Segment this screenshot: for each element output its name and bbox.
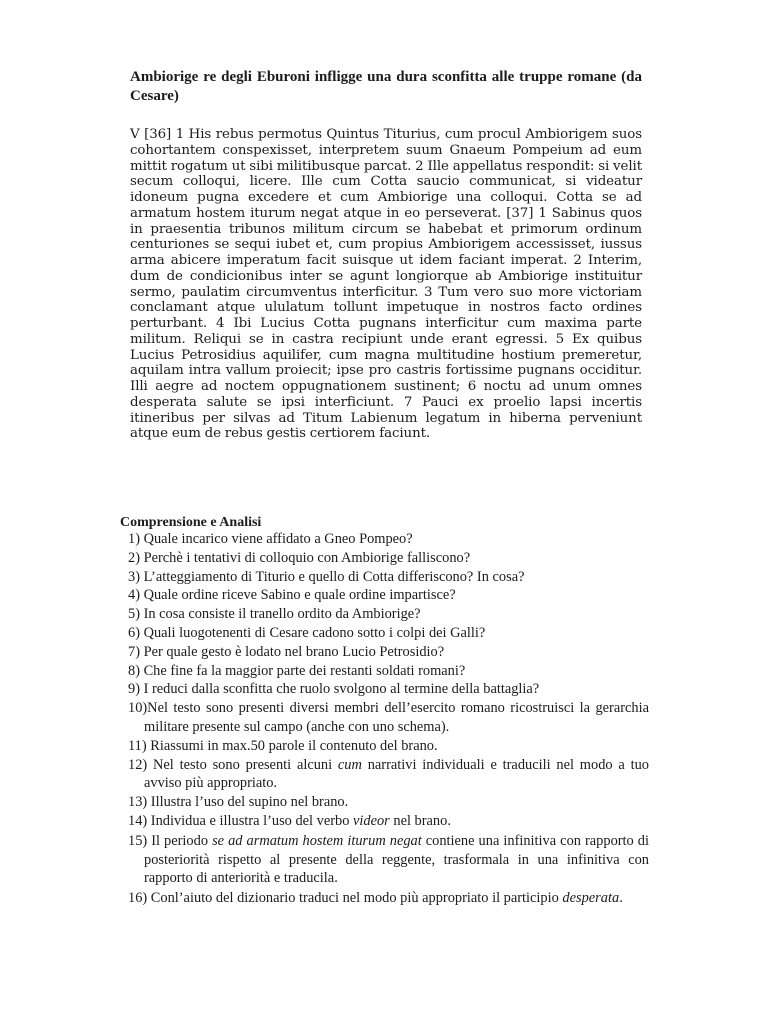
question-text: 15) Il periodo xyxy=(128,832,213,849)
question-item xyxy=(128,568,649,587)
question-item xyxy=(128,680,649,699)
question-item xyxy=(128,756,649,794)
question-text: nel brano. xyxy=(389,812,451,829)
question-item xyxy=(128,549,649,568)
question-item xyxy=(128,605,649,624)
question-item xyxy=(128,832,649,888)
question-item xyxy=(128,812,649,831)
question-text: 13) Illustra l’uso del supino nel brano. xyxy=(128,794,349,811)
question-item xyxy=(128,586,649,605)
question-item xyxy=(128,737,649,756)
question-text: 8) Che fine fa la maggior parte dei restanti soldati romani? xyxy=(128,662,466,679)
question-item xyxy=(128,889,649,908)
question-text: 16) Conl’aiuto del dizionario traduci nel modo più appropriato il participio xyxy=(128,890,563,907)
latin-passage: V [36] 1 His rebus permotus Quintus Titurius, cum procul Ambiorigem suos cohortantem conspexisset, interpretem suum Gnaeum Pompeium ad eum mittit rogatum ut sibi militibusque parcat. 2 Ille appellatus respondit: si velit secum colloqui, licere. Ille cum Cotta saucio communicat, si videatur idoneum pugna excedere et cum Ambiorige una colloqui. Cotta se ad armatum hostem iturum negat atque in eo perseverat. [37] 1 Sabinus quos in praesentia tribunos militum circum se habebat et primorum ordinum centuriones se sequi iubet et, cum propius Ambiorigem accessisset, iussus arma abicere imperatum facit suisque ut idem faciant imperat. 2 Interim, dum de condicionibus inter se agunt longiorque ab Ambiorige instituitur sermo, paulatim circumventus interficitur. 3 Tum vero suo more victoriam conclamant atque ululatum tollunt impetuque in nostros facto ordines perturbant. 4 Ibi Lucius Cotta pugnans interficitur cum maxima parte militum. Reliqui se in castra recipiunt unde erant egressi. 5 Ex quibus Lucius Petrosidius aquilifer, cum magna multitudine hostium premeretur, aquilam intra vallum proiecit; ipse pro castris fortissime pugnans occiditur. Illi aegre ad noctem oppugnationem sustinent; 6 noctu ad unum omnes desperata salute se ipsi interficiunt. 7 Pauci ex proelio lapsi incertis itineribus per silvas ad Titum Labienum legatum in hiberna perveniunt atque eum de rebus gestis certiorem faciunt. xyxy=(130,127,642,442)
question-text: 12) Nel testo sono presenti alcuni xyxy=(128,756,338,773)
question-text: 5) In cosa consiste il tranello ordito da Ambiorige? xyxy=(128,606,421,623)
question-text: 11) Riassumi in max.50 parole il contenuto del brano. xyxy=(128,737,438,754)
section-heading: Comprensione e Analisi xyxy=(120,515,262,530)
question-text: 2) Perchè i tentativi di colloquio con Ambiorige falliscono? xyxy=(128,549,471,566)
question-text: narrativi individuali e traducili nel modo a tuo avviso più appropriato. xyxy=(144,756,649,792)
question-text: 1) Quale incarico viene affidato a Gneo Pompeo? xyxy=(128,531,413,547)
question-emphasis: se ad armatum hostem iturum negat xyxy=(212,832,422,849)
question-item xyxy=(128,699,649,737)
question-text: contiene una infinitiva con rapporto di posteriorità rispetto al presente della reggente, trasformala in una infinitiva con rapporto di anteriorità e traducila. xyxy=(144,832,649,887)
question-text: 9) I reduci dalla sconfitta che ruolo svolgono al termine della battaglia? xyxy=(128,681,540,698)
question-emphasis: desperata xyxy=(562,890,620,907)
question-text: 7) Per quale gesto è lodato nel brano Lucio Petrosidio? xyxy=(128,643,445,660)
question-item xyxy=(128,793,649,812)
question-text: 4) Quale ordine riceve Sabino e quale ordine impartisce? xyxy=(128,587,456,604)
question-item xyxy=(128,530,649,549)
questions-list xyxy=(128,530,649,908)
question-emphasis: videor xyxy=(353,812,390,829)
question-item xyxy=(128,643,649,662)
question-item xyxy=(128,662,649,681)
question-text: 14) Individua e illustra l’uso del verbo xyxy=(128,812,354,829)
question-text: . xyxy=(619,890,623,907)
question-text: 6) Quali luogotenenti di Cesare cadono sotto i colpi dei Galli? xyxy=(128,624,486,641)
document-title: Ambiorige re degli Eburoni infligge una dura sconfitta alle truppe romane (da Cesare) xyxy=(130,69,642,104)
question-text: 3) L’atteggiamento di Titurio e quello di Cotta differiscono? In cosa? xyxy=(128,568,525,585)
question-text: 10)Nel testo sono presenti diversi membri dell’esercito romano ricostruisci la gerarchia militare presente sul campo (anche con uno schema). xyxy=(128,700,649,735)
question-emphasis: cum xyxy=(337,756,362,773)
question-item xyxy=(128,624,649,643)
